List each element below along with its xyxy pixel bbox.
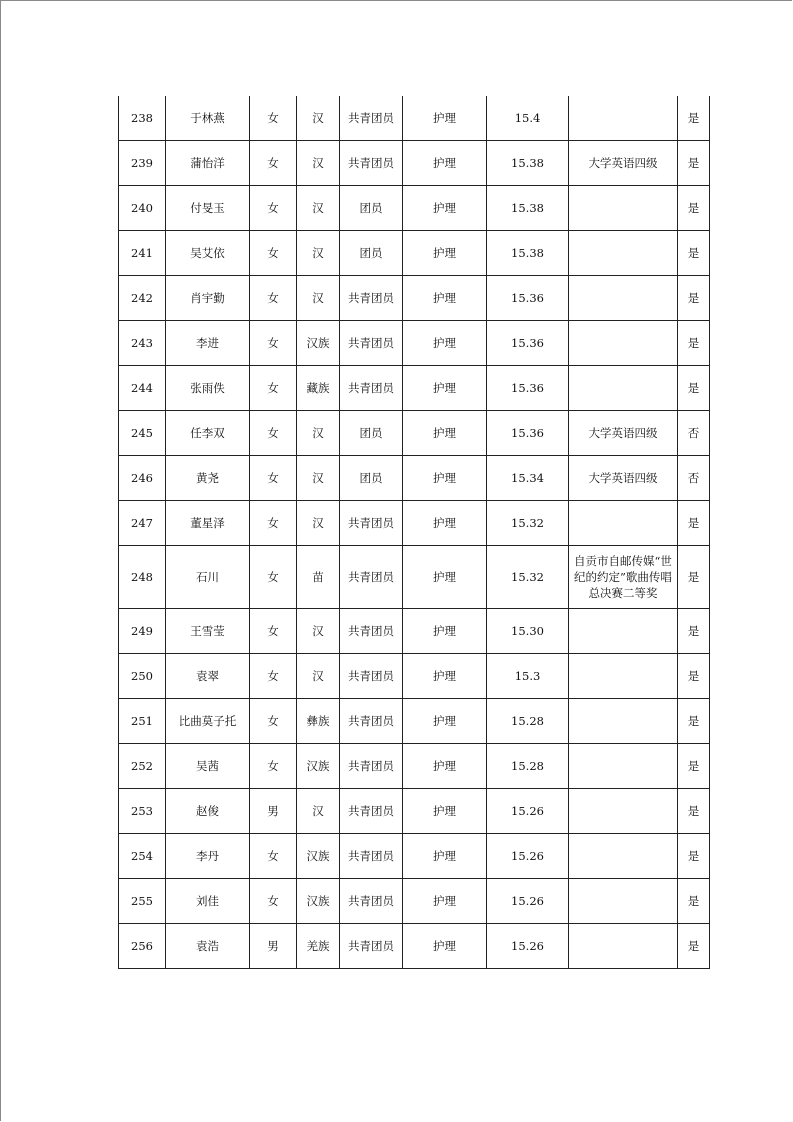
- cell-political-status: 共青团员: [340, 699, 403, 744]
- cell-score: 15.36: [487, 276, 569, 321]
- cell-ethnicity: 汉: [297, 654, 340, 699]
- cell-major: 护理: [403, 609, 487, 654]
- cell-political-status: 共青团员: [340, 96, 403, 141]
- cell-number: 238: [119, 96, 166, 141]
- cell-award: 大学英语四级: [569, 456, 678, 501]
- cell-ethnicity: 彝族: [297, 699, 340, 744]
- cell-score: 15.28: [487, 744, 569, 789]
- cell-name: 任李双: [166, 411, 250, 456]
- cell-number: 253: [119, 789, 166, 834]
- cell-ethnicity: 汉族: [297, 321, 340, 366]
- cell-gender: 男: [250, 789, 297, 834]
- cell-flag: 是: [678, 879, 710, 924]
- table-row: [119, 654, 710, 699]
- cell-score: 15.26: [487, 924, 569, 969]
- cell-number: 242: [119, 276, 166, 321]
- cell-number: 251: [119, 699, 166, 744]
- cell-score: 15.26: [487, 879, 569, 924]
- cell-name: 于林燕: [166, 96, 250, 141]
- table-row: [119, 276, 710, 321]
- cell-flag: 是: [678, 744, 710, 789]
- cell-major: 护理: [403, 654, 487, 699]
- cell-name: 吴艾依: [166, 231, 250, 276]
- cell-political-status: 共青团员: [340, 609, 403, 654]
- cell-award: [569, 501, 678, 546]
- cell-political-status: 共青团员: [340, 366, 403, 411]
- cell-score: 15.36: [487, 366, 569, 411]
- cell-award: [569, 276, 678, 321]
- cell-flag: 是: [678, 834, 710, 879]
- cell-gender: 男: [250, 924, 297, 969]
- cell-name: 付旻玉: [166, 186, 250, 231]
- table-row: [119, 96, 710, 141]
- cell-score: 15.28: [487, 699, 569, 744]
- cell-score: 15.3: [487, 654, 569, 699]
- cell-gender: 女: [250, 699, 297, 744]
- cell-flag: 是: [678, 546, 710, 609]
- cell-award: 大学英语四级: [569, 141, 678, 186]
- cell-gender: 女: [250, 879, 297, 924]
- cell-gender: 女: [250, 141, 297, 186]
- cell-name: 蒲怡洋: [166, 141, 250, 186]
- cell-gender: 女: [250, 96, 297, 141]
- cell-major: 护理: [403, 186, 487, 231]
- cell-name: 肖宇勤: [166, 276, 250, 321]
- cell-major: 护理: [403, 321, 487, 366]
- table-row: [119, 744, 710, 789]
- cell-number: 256: [119, 924, 166, 969]
- cell-ethnicity: 汉族: [297, 834, 340, 879]
- cell-gender: 女: [250, 186, 297, 231]
- cell-number: 241: [119, 231, 166, 276]
- table-row: [119, 456, 710, 501]
- table-row: [119, 411, 710, 456]
- cell-political-status: 共青团员: [340, 744, 403, 789]
- cell-ethnicity: 汉: [297, 501, 340, 546]
- student-roster-table: [118, 96, 710, 969]
- cell-political-status: 共青团员: [340, 654, 403, 699]
- cell-political-status: 共青团员: [340, 276, 403, 321]
- cell-score: 15.36: [487, 411, 569, 456]
- cell-major: 护理: [403, 141, 487, 186]
- table-row: [119, 501, 710, 546]
- cell-flag: 是: [678, 321, 710, 366]
- cell-ethnicity: 藏族: [297, 366, 340, 411]
- cell-ethnicity: 汉: [297, 789, 340, 834]
- cell-political-status: 团员: [340, 411, 403, 456]
- cell-major: 护理: [403, 411, 487, 456]
- cell-award: [569, 834, 678, 879]
- cell-ethnicity: 羌族: [297, 924, 340, 969]
- cell-political-status: 共青团员: [340, 141, 403, 186]
- cell-flag: 否: [678, 456, 710, 501]
- cell-score: 15.26: [487, 789, 569, 834]
- cell-political-status: 共青团员: [340, 501, 403, 546]
- cell-score: 15.4: [487, 96, 569, 141]
- cell-major: 护理: [403, 456, 487, 501]
- cell-gender: 女: [250, 456, 297, 501]
- cell-political-status: 共青团员: [340, 321, 403, 366]
- cell-political-status: 共青团员: [340, 834, 403, 879]
- cell-award: [569, 96, 678, 141]
- cell-gender: 女: [250, 411, 297, 456]
- cell-name: 石川: [166, 546, 250, 609]
- cell-number: 247: [119, 501, 166, 546]
- cell-number: 244: [119, 366, 166, 411]
- cell-major: 护理: [403, 276, 487, 321]
- cell-flag: 是: [678, 924, 710, 969]
- cell-flag: 是: [678, 141, 710, 186]
- cell-political-status: 团员: [340, 456, 403, 501]
- cell-award: [569, 609, 678, 654]
- cell-ethnicity: 汉族: [297, 879, 340, 924]
- cell-number: 250: [119, 654, 166, 699]
- cell-major: 护理: [403, 879, 487, 924]
- cell-gender: 女: [250, 366, 297, 411]
- cell-major: 护理: [403, 546, 487, 609]
- cell-name: 黄尧: [166, 456, 250, 501]
- cell-name: 袁浩: [166, 924, 250, 969]
- cell-political-status: 团员: [340, 231, 403, 276]
- cell-gender: 女: [250, 546, 297, 609]
- cell-major: 护理: [403, 501, 487, 546]
- cell-ethnicity: 汉: [297, 276, 340, 321]
- cell-name: 张雨佚: [166, 366, 250, 411]
- cell-award: 自贡市自邮传媒“世纪的约定”歌曲传唱总决赛二等奖: [569, 546, 678, 609]
- cell-flag: 是: [678, 699, 710, 744]
- cell-major: 护理: [403, 699, 487, 744]
- cell-ethnicity: 汉族: [297, 744, 340, 789]
- cell-ethnicity: 汉: [297, 186, 340, 231]
- cell-number: 246: [119, 456, 166, 501]
- cell-flag: 是: [678, 654, 710, 699]
- cell-number: 240: [119, 186, 166, 231]
- cell-major: 护理: [403, 924, 487, 969]
- cell-flag: 是: [678, 501, 710, 546]
- cell-award: [569, 366, 678, 411]
- cell-score: 15.38: [487, 141, 569, 186]
- cell-number: 252: [119, 744, 166, 789]
- cell-award: 大学英语四级: [569, 411, 678, 456]
- table-row: [119, 789, 710, 834]
- cell-award: [569, 654, 678, 699]
- cell-gender: 女: [250, 231, 297, 276]
- cell-score: 15.38: [487, 231, 569, 276]
- cell-number: 255: [119, 879, 166, 924]
- table-row: [119, 321, 710, 366]
- cell-ethnicity: 苗: [297, 546, 340, 609]
- cell-award: [569, 186, 678, 231]
- cell-score: 15.36: [487, 321, 569, 366]
- cell-award: [569, 699, 678, 744]
- cell-award: [569, 231, 678, 276]
- cell-ethnicity: 汉: [297, 456, 340, 501]
- cell-award: [569, 879, 678, 924]
- cell-number: 249: [119, 609, 166, 654]
- cell-number: 248: [119, 546, 166, 609]
- cell-political-status: 共青团员: [340, 789, 403, 834]
- cell-gender: 女: [250, 501, 297, 546]
- cell-name: 王雪莹: [166, 609, 250, 654]
- cell-flag: 是: [678, 231, 710, 276]
- table-row: [119, 834, 710, 879]
- cell-name: 比曲莫子托: [166, 699, 250, 744]
- cell-name: 袁翠: [166, 654, 250, 699]
- cell-number: 254: [119, 834, 166, 879]
- cell-name: 董星泽: [166, 501, 250, 546]
- cell-flag: 是: [678, 186, 710, 231]
- table-row: [119, 609, 710, 654]
- cell-political-status: 团员: [340, 186, 403, 231]
- cell-name: 吴茜: [166, 744, 250, 789]
- cell-flag: 是: [678, 96, 710, 141]
- cell-flag: 否: [678, 411, 710, 456]
- cell-score: 15.38: [487, 186, 569, 231]
- cell-number: 245: [119, 411, 166, 456]
- cell-name: 李丹: [166, 834, 250, 879]
- cell-award: [569, 924, 678, 969]
- table-row: [119, 924, 710, 969]
- table-row: [119, 879, 710, 924]
- cell-major: 护理: [403, 834, 487, 879]
- table-row: [119, 231, 710, 276]
- cell-major: 护理: [403, 789, 487, 834]
- cell-major: 护理: [403, 744, 487, 789]
- cell-gender: 女: [250, 744, 297, 789]
- cell-ethnicity: 汉: [297, 411, 340, 456]
- cell-ethnicity: 汉: [297, 609, 340, 654]
- table-row: [119, 699, 710, 744]
- table-row: [119, 546, 710, 609]
- cell-name: 赵俊: [166, 789, 250, 834]
- cell-flag: 是: [678, 366, 710, 411]
- cell-score: 15.34: [487, 456, 569, 501]
- roster-body: [119, 96, 710, 969]
- cell-ethnicity: 汉: [297, 231, 340, 276]
- table-row: [119, 366, 710, 411]
- cell-flag: 是: [678, 276, 710, 321]
- cell-political-status: 共青团员: [340, 546, 403, 609]
- cell-gender: 女: [250, 276, 297, 321]
- cell-award: [569, 744, 678, 789]
- cell-flag: 是: [678, 789, 710, 834]
- cell-score: 15.26: [487, 834, 569, 879]
- table-row: [119, 186, 710, 231]
- cell-political-status: 共青团员: [340, 924, 403, 969]
- cell-gender: 女: [250, 834, 297, 879]
- cell-ethnicity: 汉: [297, 141, 340, 186]
- cell-ethnicity: 汉: [297, 96, 340, 141]
- cell-score: 15.30: [487, 609, 569, 654]
- cell-gender: 女: [250, 609, 297, 654]
- cell-name: 李进: [166, 321, 250, 366]
- cell-score: 15.32: [487, 501, 569, 546]
- cell-gender: 女: [250, 321, 297, 366]
- cell-flag: 是: [678, 609, 710, 654]
- cell-award: [569, 789, 678, 834]
- table-row: [119, 141, 710, 186]
- cell-gender: 女: [250, 654, 297, 699]
- cell-number: 243: [119, 321, 166, 366]
- cell-political-status: 共青团员: [340, 879, 403, 924]
- cell-name: 刘佳: [166, 879, 250, 924]
- cell-major: 护理: [403, 366, 487, 411]
- cell-major: 护理: [403, 96, 487, 141]
- cell-score: 15.32: [487, 546, 569, 609]
- cell-major: 护理: [403, 231, 487, 276]
- cell-number: 239: [119, 141, 166, 186]
- cell-award: [569, 321, 678, 366]
